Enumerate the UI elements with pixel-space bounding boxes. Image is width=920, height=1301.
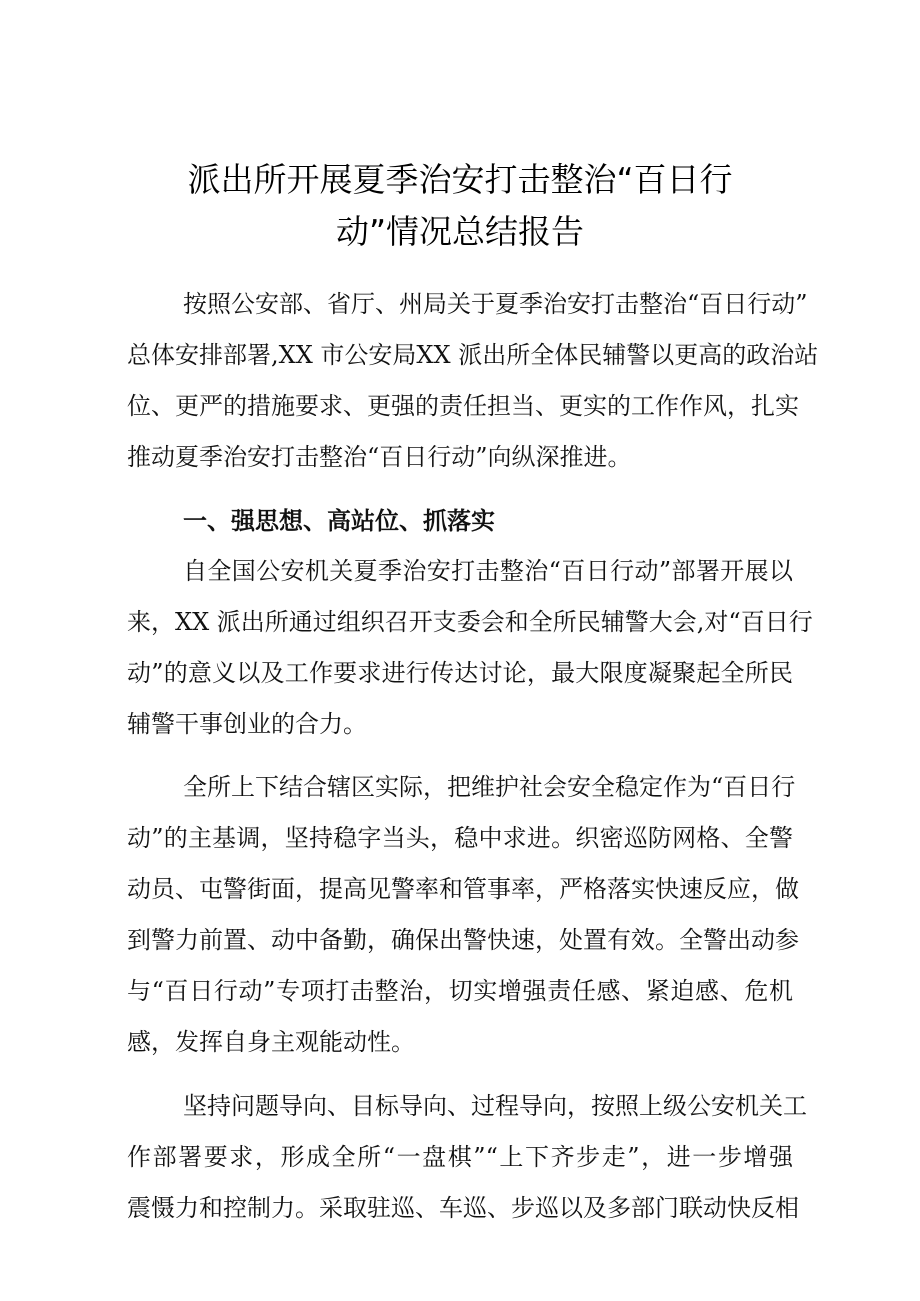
section-heading: 一、强思想、高站位、抓落实 (183, 507, 495, 535)
paragraph-line: 动”的主基调，坚持稳字当头，稳中求进。织密巡防网格、全警 (127, 824, 793, 852)
paragraph-line: 辅警干事创业的合力。 (127, 710, 367, 738)
paragraph-line: 按照公安部、省厅、州局关于夏季治安打击整治“百日行动” (183, 290, 808, 318)
paragraph-line: 动员、屯警街面，提高见警率和管事率，严格落实快速反应，做 (127, 875, 799, 903)
paragraph-line: 到警力前置、动中备勤，确保出警快速，处置有效。全警出动参 (127, 926, 799, 954)
paragraph-line: 动”的意义以及工作要求进行传达讨论，最大限度凝聚起全所民 (127, 659, 793, 687)
paragraph-line: 感，发挥自身主观能动性。 (127, 1028, 415, 1056)
paragraph-line: 位、更严的措施要求、更强的责任担当、更实的工作作风，扎实 (127, 392, 799, 420)
paragraph-line: 震慑力和控制力。采取驻巡、车巡、步巡以及多部门联动快反相 (127, 1194, 799, 1222)
document-title-line-2: 动”情况总结报告 (335, 212, 585, 251)
paragraph-line: 推动夏季治安打击整治“百日行动”向纵深推进。 (127, 443, 632, 471)
paragraph-line: 全所上下结合辖区实际，把维护社会安全稳定作为“百日行 (183, 773, 796, 801)
paragraph-line: 坚持问题导向、目标导向、过程导向，按照上级公安机关工 (183, 1092, 807, 1120)
paragraph-line: 与“百日行动”专项打击整治，切实增强责任感、紧迫感、危机 (127, 977, 793, 1005)
paragraph-line: 自全国公安机关夏季治安打击整治“百日行动”部署开展以 (183, 557, 793, 585)
document-title-line-1: 派出所开展夏季治安打击整治“百日行 (187, 160, 733, 199)
paragraph-line: 来，XX 派出所通过组织召开支委会和全所民辅警大会,对“百日行 (127, 608, 813, 636)
paragraph-line: 总体安排部署,XX 市公安局XX 派出所全体民辅警以更高的政治站 (127, 341, 819, 369)
paragraph-line: 作部署要求，形成全所“一盘棋”“上下齐步走”，进一步增强 (127, 1143, 793, 1171)
